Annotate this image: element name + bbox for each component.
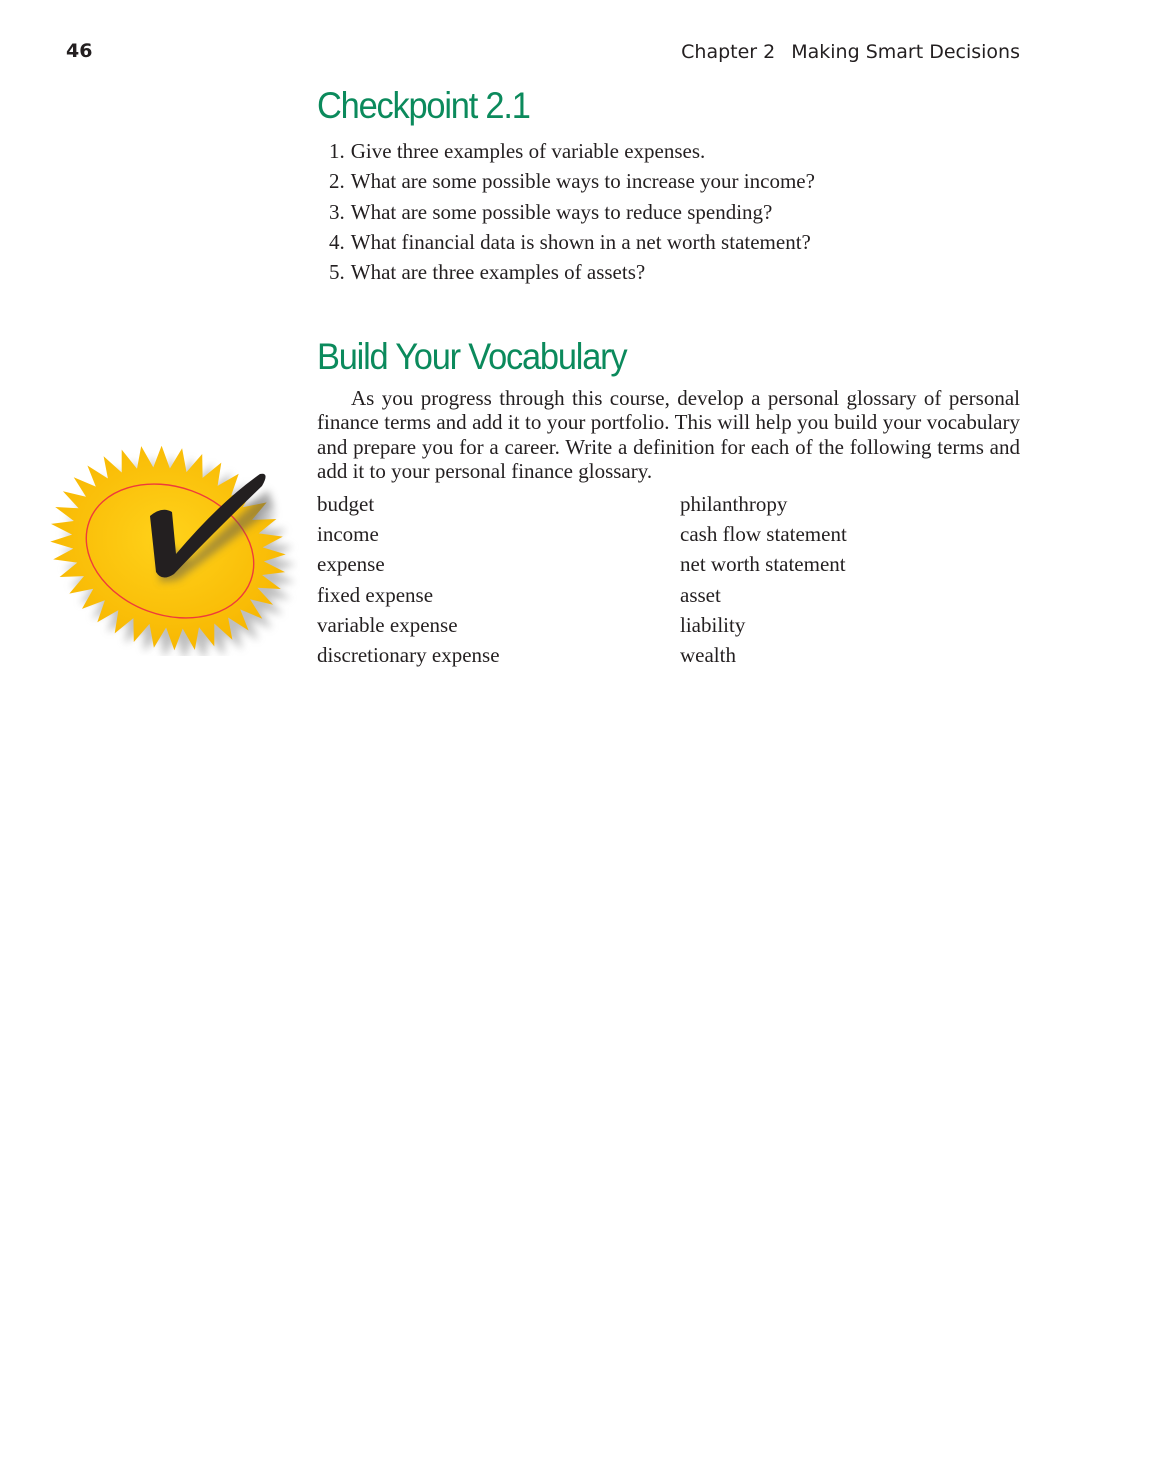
vocabulary-term: liability <box>680 612 746 637</box>
vocabulary-term: fixed expense <box>317 582 434 607</box>
question-number: 4. <box>329 229 345 254</box>
question-number: 1. <box>329 139 345 163</box>
running-head <box>681 41 1020 63</box>
checkpoint-question <box>329 227 815 257</box>
question-number: 2. <box>329 169 345 194</box>
chapter-title: Making Smart Decisions <box>791 41 1020 63</box>
vocabulary-term: philanthropy <box>680 492 788 516</box>
terms-column-left <box>317 489 500 670</box>
question-text: Give three examples of variable expenses. <box>350 139 706 163</box>
checkpoint-question-list <box>329 136 815 287</box>
checkpoint-question <box>329 257 815 287</box>
question-number: 5. <box>329 260 345 285</box>
vocabulary-heading: Build Your Vocabulary <box>317 336 627 377</box>
vocabulary-term: income <box>317 522 379 547</box>
question-number: 3. <box>329 199 345 224</box>
vocabulary-term: cash flow statement <box>680 522 847 547</box>
checkpoint-question <box>329 166 815 196</box>
checkmark-starburst-icon <box>50 446 300 656</box>
checkpoint-heading: Checkpoint 2.1 <box>317 85 530 126</box>
question-text: What are three examples of assets? <box>350 260 646 285</box>
question-text: What are some possible ways to increase your income? <box>350 169 815 194</box>
terms-column-right <box>680 489 847 670</box>
checkpoint-question <box>329 197 815 227</box>
chapter-label: Chapter 2 <box>681 41 776 63</box>
vocabulary-term: expense <box>317 552 385 577</box>
vocabulary-term: budget <box>317 492 375 516</box>
page-number: 46 <box>66 40 93 62</box>
question-text: What financial data is shown in a net worth statement? <box>350 229 811 254</box>
vocabulary-term: variable expense <box>317 612 458 637</box>
vocabulary-term: wealth <box>680 643 736 668</box>
question-text: What are some possible ways to reduce spending? <box>350 199 773 224</box>
checkpoint-question <box>329 136 815 166</box>
vocabulary-term: net worth statement <box>680 552 846 577</box>
vocabulary-term: discretionary expense <box>317 643 500 668</box>
vocabulary-term: asset <box>680 582 721 607</box>
vocabulary-intro: As you progress through this course, develop a personal glossary of personal finance terms and add it to your portfolio. This will help you build your vocabulary and prepare you for a career. Write a definition for each of the following terms and add it to your personal finance glossary. <box>317 386 1020 484</box>
